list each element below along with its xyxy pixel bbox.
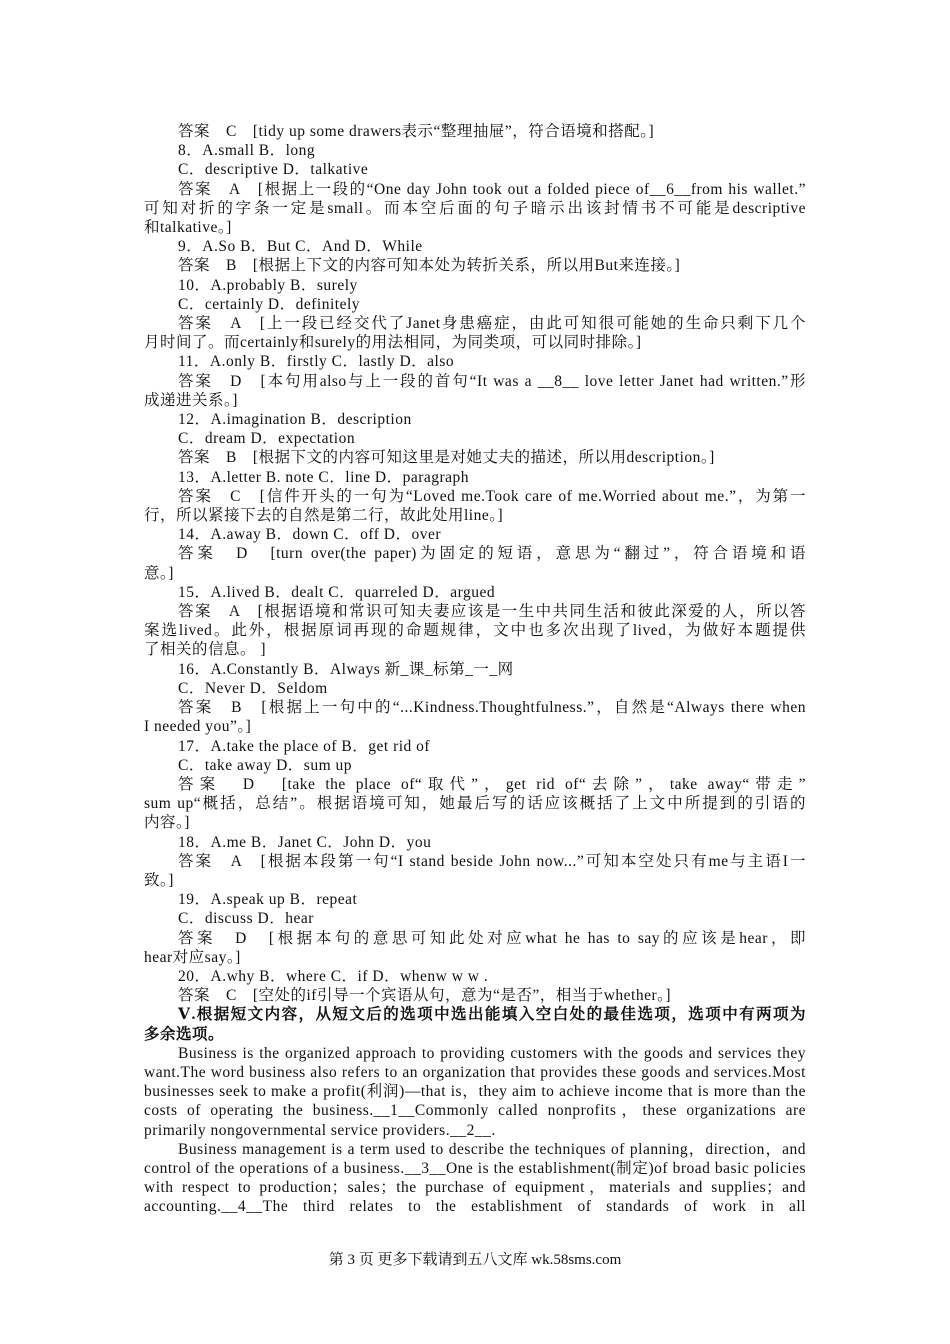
text-line: 行，所以紧接下去的自然是第二行，故此处用line。]	[144, 507, 504, 525]
text-line: 答案 B [根据下文的内容可知这里是对她丈夫的描述，所以用description。]	[178, 449, 715, 467]
text-line: 8．A.small B．long	[178, 142, 316, 160]
text-line: 答案 A [根据语境和常识可知夫妻应该是一生中共同生活和彼此深爱的人，所以答	[178, 603, 806, 621]
text-line: Ⅴ.根据短文内容，从短文后的选项中选出能填入空白处的最佳选项，选项中有两项为	[178, 1006, 806, 1024]
text-line: primarily nongovernmental service providers.__2__.	[144, 1121, 496, 1139]
text-line: businesses seek to make a profit(利润)—that is，they aim to achieve income that is more than the	[144, 1083, 806, 1101]
text-line: 答案 C [空处的if引导一个宾语从句，意为“是否”，相当于whether。]	[178, 987, 672, 1005]
text-line: C．certainly D．definitely	[178, 295, 361, 313]
text-line: 答案 A [根据本段第一句“I stand beside John now...”可知本空处只有me与主语I一	[178, 852, 806, 870]
text-line: 答案 D [根据本句的意思可知此处对应what he has to say的应该是hear，即	[178, 929, 806, 947]
text-line: control of the operations of a business.__3__One is the establishment(制定)of broad basic policies	[144, 1159, 806, 1177]
text-line: 答案 D [turn over(the paper)为固定的短语，意思为“翻过”，符合语境和语	[178, 545, 806, 563]
text-line: 答案 A [上一段已经交代了Janet身患癌症，由此可知很可能她的生命只剩下几个	[178, 315, 806, 333]
text-line: 16．A.Constantly B．Always 新_课_标第_一_网	[178, 660, 514, 678]
text-line: 19．A.speak up B．repeat	[178, 891, 358, 909]
text-line: 月时间了。而certainly和surely的用法相同，为同类项，可以同时排除。]	[144, 334, 642, 352]
text-line: C．descriptive D．talkative	[178, 161, 369, 179]
text-line: hear对应say。]	[144, 948, 241, 966]
text-line: 多余选项。	[144, 1025, 225, 1043]
text-line: 答案 B [根据上一句中的“...Kindness.Thoughtfulness.”，自然是“Always there when	[178, 699, 806, 717]
text-line: 13．A.letter B. note C．line D．paragraph	[178, 468, 470, 486]
text-line: 答案 A [根据上一段的“One day John took out a folded piece of__6__from his wallet.”	[178, 180, 806, 198]
text-line: 可知对折的字条一定是small。而本空后面的句子暗示出该封情书不可能是descriptive	[144, 199, 806, 217]
text-line: C．discuss D．hear	[178, 910, 314, 928]
text-line: C．take away D．sum up	[178, 756, 353, 774]
text-line: 17．A.take the place of B．get rid of	[178, 737, 431, 755]
page-footer: 第 3 页 更多下载请到五八文库 wk.58sms.com	[328, 1252, 622, 1268]
text-line: 10．A.probably B．surely	[178, 276, 358, 294]
text-line: 答案 C [信件开头的一句为“Loved me.Took care of me.Worried about me.”，为第一	[178, 487, 806, 505]
text-line: Business is the organized approach to providing customers with the goods and services they	[178, 1044, 806, 1062]
text-line: 18．A.me B．Janet C．John D．you	[178, 833, 432, 851]
text-line: 答案 D [take the place of“取代”，get rid of“去除”，take away“带走”	[178, 775, 806, 793]
text-line: 答案 B [根据上下文的内容可知本处为转折关系，所以用But来连接。]	[178, 257, 681, 275]
text-line: 答案 D [本句用also与上一段的首句“It was a __8__ love letter Janet had written.”形	[178, 372, 806, 390]
text-line: sum up“概括，总结”。根据语境可知，她最后写的话应该概括了上文中所提到的引语的	[144, 795, 806, 813]
text-line: 内容。]	[144, 814, 190, 832]
text-line: 15．A.lived B．dealt C．quarreled D．argued	[178, 583, 496, 601]
text-line: costs of operating the business.__1__Commonly called nonprofits，these organizations are	[144, 1102, 806, 1120]
text-line: 和talkative。]	[144, 219, 232, 237]
text-line: 意。]	[144, 564, 174, 582]
text-line: with respect to production；sales；the purchase of equipment，materials and supplies；and	[144, 1179, 806, 1197]
text-line: Business management is a term used to describe the techniques of planning，direction，and	[178, 1140, 806, 1158]
text-line: 案选lived。此外，根据原词再现的命题规律，文中也多次出现了lived，为做好本题提供	[144, 622, 806, 640]
text-line: C．dream D．expectation	[178, 430, 356, 448]
text-line: 了相关的信息。 ]	[144, 641, 267, 659]
text-line: 12．A.imagination B．description	[178, 411, 412, 429]
document-body	[144, 122, 806, 1217]
text-line: C．Never D．Seldom	[178, 679, 328, 697]
text-line: 14．A.away B．down C．off D．over	[178, 526, 442, 544]
text-line: 致。]	[144, 871, 174, 889]
text-line: accounting.__4__The third relates to the establishment of standards of work in all	[144, 1198, 806, 1216]
text-line: want.The word business also refers to an organization that provides these goods and services.Most	[144, 1063, 806, 1081]
text-line: 9．A.So B．But C．And D．While	[178, 238, 423, 256]
text-line: 答案 C [tidy up some drawers表示“整理抽屉”，符合语境和搭配。]	[178, 123, 655, 140]
text-line: I needed you”。]	[144, 718, 252, 736]
text-line: 11．A.only B．firstly C．lastly D．also	[178, 353, 455, 371]
text-line: 成递进关系。]	[144, 391, 238, 409]
text-line: 20．A.why B．where C．if D．whenw w w .	[178, 967, 489, 985]
